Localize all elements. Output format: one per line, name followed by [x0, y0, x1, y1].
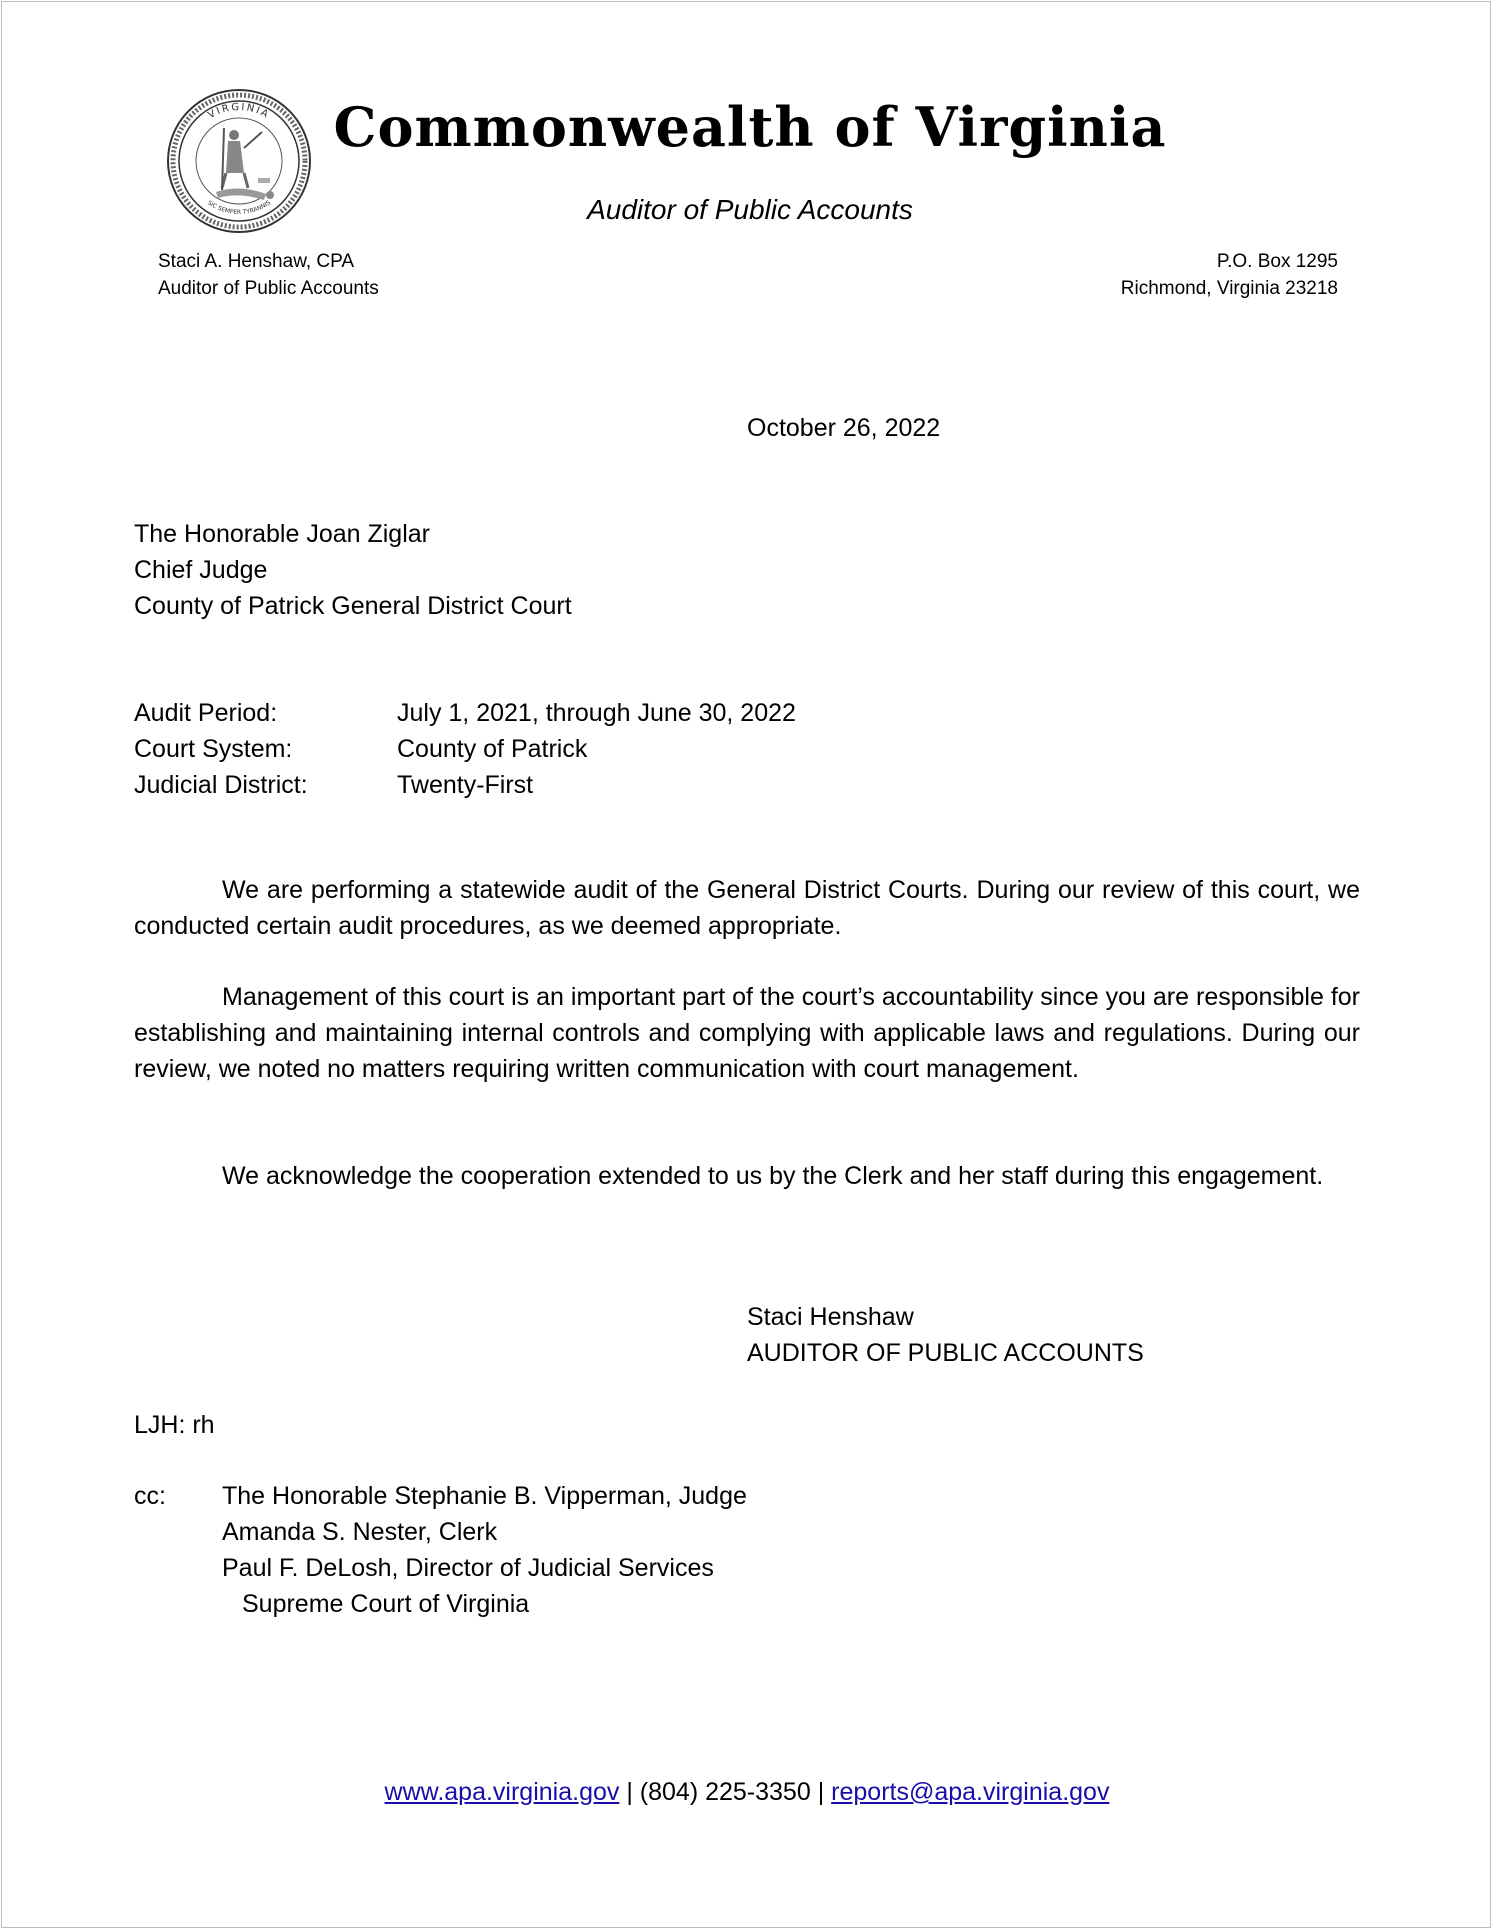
audit-info-block — [134, 695, 1360, 803]
letter-date: October 26, 2022 — [747, 414, 941, 442]
auditor-name: Staci A. Henshaw, CPA — [158, 251, 355, 272]
cc-recipient: The Honorable Stephanie B. Vipperman, Judge — [222, 1482, 747, 1510]
recipient-name: The Honorable Joan Ziglar — [134, 520, 430, 548]
recipient-court: County of Patrick General District Court — [134, 592, 572, 620]
footer-separator: | — [817, 1778, 825, 1806]
svg-text:SIC SEMPER TYRANNIS — [206, 199, 272, 216]
recipient-title: Chief Judge — [134, 556, 268, 584]
info-row — [134, 731, 1360, 767]
city-state-zip: Richmond, Virginia 23218 — [1120, 278, 1338, 299]
signer-title: AUDITOR OF PUBLIC ACCOUNTS — [747, 1339, 1144, 1367]
letterhead-subtitle: Auditor of Public Accounts — [587, 194, 913, 225]
info-label: Judicial District: — [134, 771, 308, 799]
footer-separator: | — [626, 1778, 633, 1806]
seal-motto: SIC SEMPER TYRANNIS — [206, 199, 272, 217]
signature-block — [747, 1299, 1144, 1371]
cc-row — [134, 1478, 1360, 1514]
cc-block — [134, 1478, 1360, 1622]
cc-row — [134, 1514, 1360, 1550]
letterhead-title: Commonwealth of Virginia — [333, 95, 1167, 159]
info-value: July 1, 2021, through June 30, 2022 — [397, 699, 796, 727]
paragraph: Management of this court is an important part of the court’s accountability since you are responsible for establishing and maintaining internal controls and complying with applicable laws and regulations. During our review, we noted no matters requiring written communication with court management. — [134, 983, 1360, 1083]
po-box: P.O. Box 1295 — [1216, 251, 1338, 272]
letterhead-left-block — [158, 248, 379, 302]
cc-row — [134, 1550, 1360, 1586]
footer-phone: (804) 225-3350 — [639, 1778, 811, 1806]
virginia-seal-logo — [166, 88, 312, 234]
letterhead-address-block — [1121, 248, 1338, 302]
cc-label: cc: — [134, 1482, 166, 1510]
footer — [0, 1778, 1494, 1807]
website-link[interactable]: www.apa.virginia.gov — [384, 1778, 620, 1806]
typist-initials: LJH: rh — [134, 1411, 215, 1439]
cc-sub-line: Supreme Court of Virginia — [242, 1590, 530, 1618]
cc-recipient: Paul F. DeLosh, Director of Judicial Services — [222, 1554, 714, 1582]
signer-name: Staci Henshaw — [747, 1303, 914, 1331]
cc-recipient: Amanda S. Nester, Clerk — [222, 1518, 498, 1546]
paragraph: We acknowledge the cooperation extended to us by the Clerk and her staff during this engagement. — [222, 1162, 1324, 1190]
info-label: Court System: — [134, 735, 293, 763]
info-label: Audit Period: — [134, 699, 278, 727]
seal-text: VIRGINIA — [206, 101, 272, 122]
recipient-block — [134, 516, 1360, 624]
info-row — [134, 695, 1360, 731]
email-link[interactable]: reports@apa.virginia.gov — [831, 1778, 1110, 1806]
info-value: Twenty-First — [397, 771, 534, 799]
info-row — [134, 767, 1360, 803]
info-value: County of Patrick — [397, 735, 588, 763]
auditor-title: Auditor of Public Accounts — [158, 278, 379, 299]
paragraph: We are performing a statewide audit of the General District Courts. During our review of this court, we conducted certain audit procedures, as we deemed appropriate. — [134, 876, 1360, 940]
